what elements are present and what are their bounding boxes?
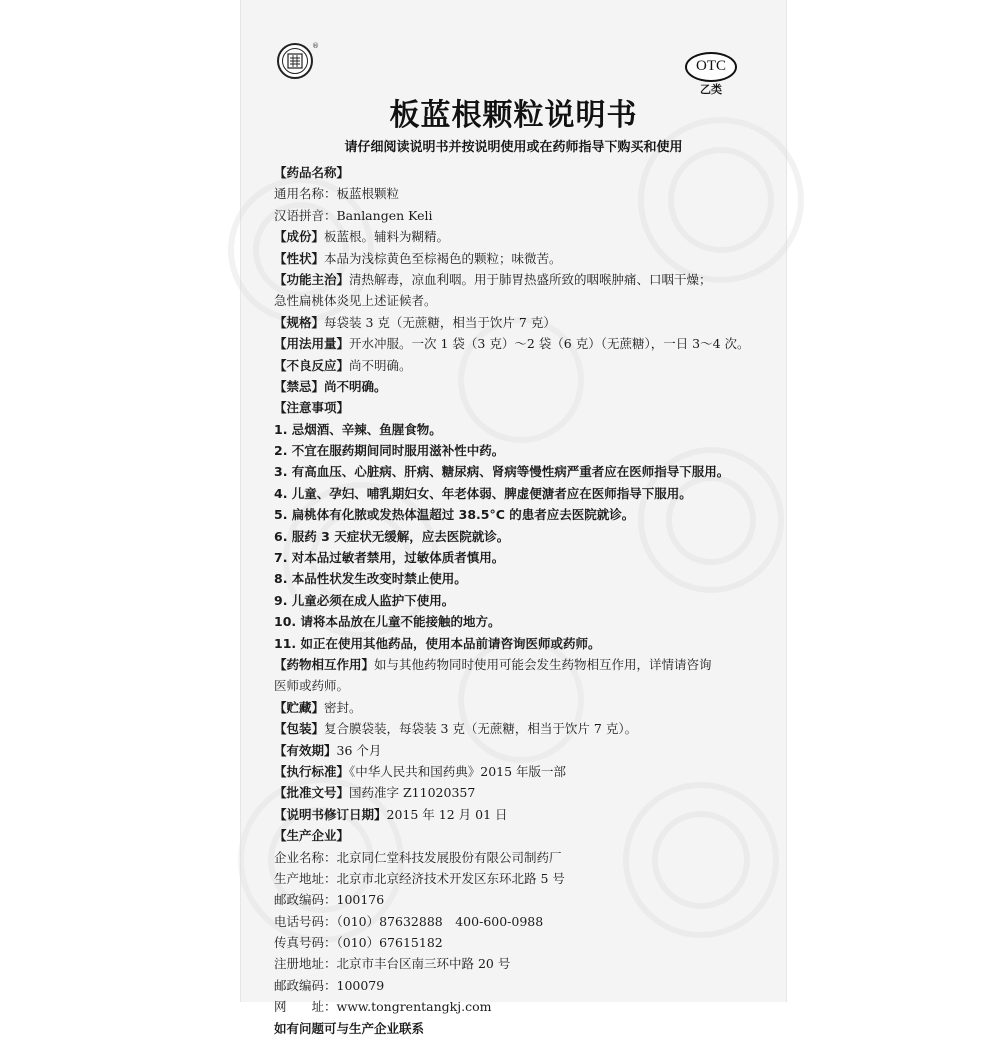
manufacturer-line: 传真号码：（010）67615182 xyxy=(274,935,443,951)
precaution-item: 9. 儿童必须在成人监护下使用。 xyxy=(274,592,455,608)
interaction-row xyxy=(274,654,774,675)
description-value: 本品为浅棕黄色至棕褐色的颗粒；味微苦。 xyxy=(324,250,562,266)
approval-value: 国药准字 Z11020357 xyxy=(349,785,476,801)
adverse-value: 尚不明确。 xyxy=(349,357,412,373)
manufacturer-line: 电话号码：（010）87632888 400-600-0988 xyxy=(274,913,544,929)
manufacturer-line: 企业名称：北京同仁堂科技发展股份有限公司制药厂 xyxy=(274,849,562,865)
spec-row xyxy=(274,312,774,333)
manufacturer-line: 邮政编码：100176 xyxy=(274,892,385,908)
standard-value: 《中华人民共和国药典》2015 年版一部 xyxy=(349,763,567,779)
instruction-leaflet xyxy=(240,0,787,1036)
contraindications-label: 【禁忌】 xyxy=(274,378,325,394)
contraindications-row xyxy=(274,376,774,397)
revision-row xyxy=(274,804,774,825)
generic-name: 通用名称：板蓝根颗粒 xyxy=(274,186,400,202)
otc-class-label: 乙类 xyxy=(700,83,722,96)
precaution-item: 4. 儿童、孕妇、哺乳期妇女、年老体弱、脾虚便溏者应在医师指导下服用。 xyxy=(274,485,692,501)
precaution-item: 5. 扁桃体有化脓或发热体温超过 38.5°C 的患者应去医院就诊。 xyxy=(274,507,635,523)
storage-label: 【贮藏】 xyxy=(274,699,325,715)
validity-label: 【有效期】 xyxy=(274,742,337,758)
manufacturer-line: 邮政编码：100079 xyxy=(274,977,385,993)
spec-value: 每袋装 3 克（无蔗糖，相当于饮片 7 克） xyxy=(324,314,556,330)
ingredients-label: 【成份】 xyxy=(274,229,325,245)
precautions-heading: 【注意事项】 xyxy=(274,400,350,416)
brand-logo-icon xyxy=(276,42,314,80)
validity-value: 36 个月 xyxy=(336,742,382,758)
approval-row xyxy=(274,782,774,803)
indications-label: 【功能主治】 xyxy=(274,271,350,287)
revision-label: 【说明书修订日期】 xyxy=(274,806,387,822)
pinyin-name: 汉语拼音：Banlangen Keli xyxy=(274,207,433,223)
interaction-continued: 医师或药师。 xyxy=(274,678,350,694)
dosage-value: 开水冲服。一次 1 袋（3 克）～2 袋（6 克）（无蔗糖），一日 3～4 次。 xyxy=(349,336,750,352)
interaction-value: 如与其他药物同时使用可能会发生药物相互作用，详情请咨询 xyxy=(374,656,712,672)
precaution-item: 3. 有高血压、心脏病、肝病、糖尿病、肾病等慢性病严重者应在医师指导下服用。 xyxy=(274,464,730,480)
storage-value: 密封。 xyxy=(324,699,362,715)
description-row xyxy=(274,248,774,269)
manufacturer-line: 生产地址：北京市北京经济技术开发区东环北路 5 号 xyxy=(274,870,565,886)
contraindications-value: 尚不明确。 xyxy=(324,378,387,394)
manufacturer-line: 注册地址：北京市丰台区南三环中路 20 号 xyxy=(274,956,511,972)
dosage-row xyxy=(274,333,774,354)
validity-row xyxy=(274,740,774,761)
spec-label: 【规格】 xyxy=(274,314,325,330)
adverse-label: 【不良反应】 xyxy=(274,357,350,373)
registered-mark: ® xyxy=(312,42,319,50)
approval-label: 【批准文号】 xyxy=(274,785,350,801)
manufacturer-line: 网 址：www.tongrentangkj.com xyxy=(274,999,492,1015)
footer-note: 如有问题可与生产企业联系 xyxy=(274,1020,425,1036)
dosage-label: 【用法用量】 xyxy=(274,336,350,352)
precaution-item: 2. 不宜在服药期间同时服用滋补性中药。 xyxy=(274,443,505,459)
standard-row xyxy=(274,761,774,782)
leaflet-content xyxy=(274,162,774,1039)
manufacturer-heading: 【生产企业】 xyxy=(274,828,350,844)
revision-value: 2015 年 12 月 01 日 xyxy=(386,806,508,822)
precaution-item: 10. 请将本品放在儿童不能接触的地方。 xyxy=(274,614,501,630)
indications-row xyxy=(274,269,774,290)
precaution-item: 1. 忌烟酒、辛辣、鱼腥食物。 xyxy=(274,421,442,437)
otc-badge-frame xyxy=(685,52,737,82)
interaction-label: 【药物相互作用】 xyxy=(274,656,375,672)
description-label: 【性状】 xyxy=(274,250,325,266)
package-row xyxy=(274,718,774,739)
otc-badge: OTC xyxy=(696,58,726,74)
precaution-item: 7. 对本品过敏者禁用，过敏体质者慎用。 xyxy=(274,550,505,566)
ingredients-row xyxy=(274,226,774,247)
adverse-row xyxy=(274,355,774,376)
package-value: 复合膜袋装，每袋装 3 克（无蔗糖，相当于饮片 7 克）。 xyxy=(324,721,638,737)
package-label: 【包装】 xyxy=(274,721,325,737)
precaution-item: 6. 服药 3 天症状无缓解，应去医院就诊。 xyxy=(274,528,510,544)
usage-instruction: 请仔细阅读说明书并按说明使用或在药师指导下购买和使用 xyxy=(344,140,683,155)
indications-continued: 急性扁桃体炎见上述证候者。 xyxy=(274,293,437,309)
drug-name-heading: 【药品名称】 xyxy=(274,165,350,180)
document-title: 板蓝根颗粒说明书 xyxy=(389,98,638,133)
storage-row xyxy=(274,697,774,718)
precaution-item: 8. 本品性状发生改变时禁止使用。 xyxy=(274,571,467,587)
ingredients-value: 板蓝根。辅料为糊精。 xyxy=(324,229,450,245)
standard-label: 【执行标准】 xyxy=(274,763,350,779)
precaution-item: 11. 如正在使用其他药品，使用本品前请咨询医师或药师。 xyxy=(274,635,601,651)
indications-value: 清热解毒，凉血利咽。用于肺胃热盛所致的咽喉肿痛、口咽干燥； xyxy=(349,271,712,287)
